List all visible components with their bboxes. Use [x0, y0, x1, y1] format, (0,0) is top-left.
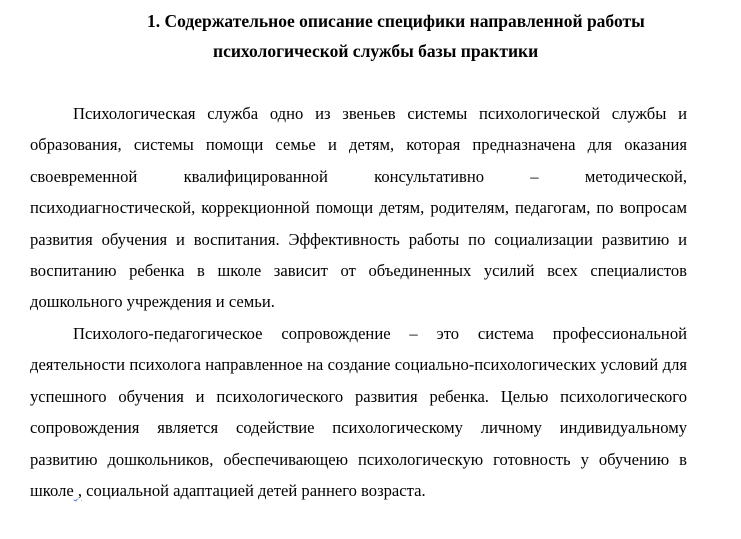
- paragraph-psychological-service: [30, 98, 687, 318]
- section-heading: [0, 6, 741, 66]
- spellcheck-mark: ,: [73, 481, 83, 501]
- paragraph-psychological-support: [30, 318, 687, 506]
- heading-line-2: психологической службы базы практики: [213, 41, 539, 61]
- paragraph-2-text: [30, 318, 687, 506]
- paragraph-1-text: Психологическая служба одно из звеньев системы психологической службы и образования, системы помощи семье и детям, которая предназначена для оказания своевременной квалифицированной консультативно – методической, психодиагностической, коррекционной помощи детям, родителям, педагогам, по вопросам развития обучения и воспитания. Эффективность работы по социализации развитию и воспитанию ребенка в школе зависит от объединенных усилий всех специалистов дошкольного учреждения и семьи.: [30, 104, 687, 312]
- paragraph-2-text-after: социальной адаптацией детей раннего возраста.: [82, 481, 426, 501]
- paragraph-2-text-before: Психолого-педагогическое сопровождение – это система профессиональной деятельности психолога направленное на создание социально-психологических условий для успешного обучения и психологического развития ребенка. Целью психологического сопровождения является содействие психологическому личному индивидуальному развитию дошкольников, обеспечивающею психологическую готовность у обучению в школе: [30, 324, 687, 501]
- heading-line-1: 1. Содержательное описание специфики направленной работы: [147, 11, 645, 31]
